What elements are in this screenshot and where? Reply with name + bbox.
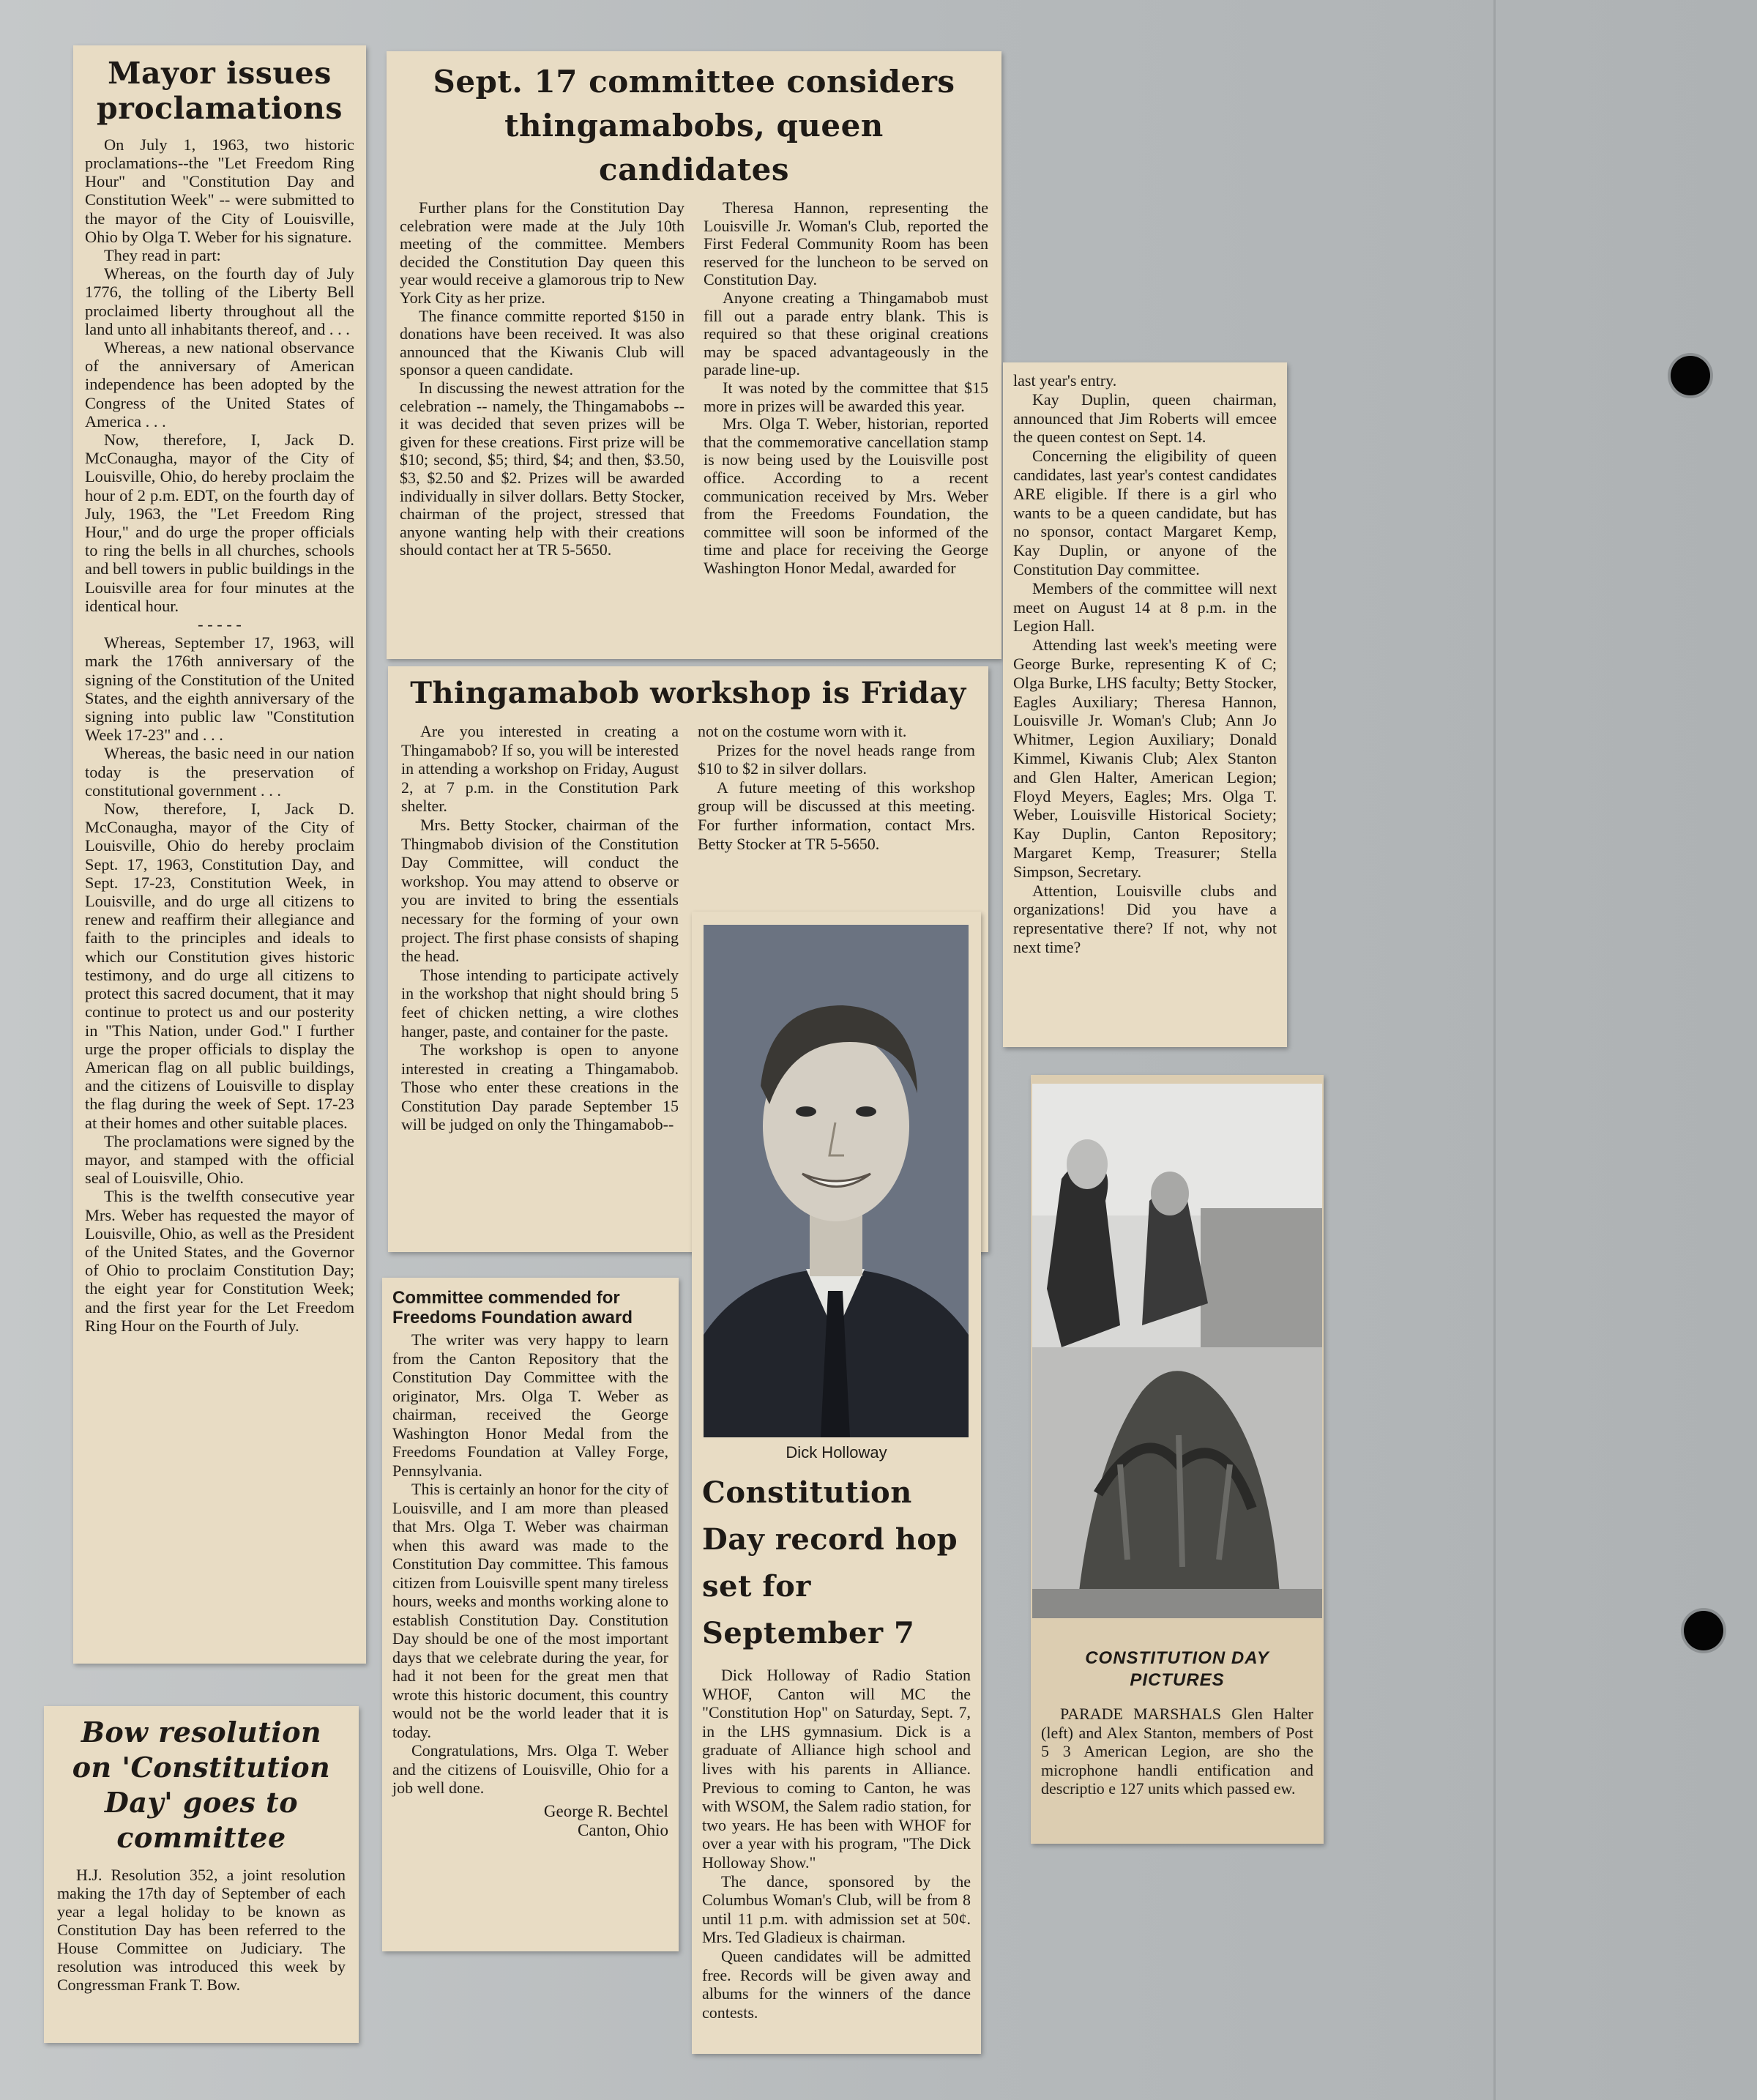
signature-place: Canton, Ohio [578, 1820, 668, 1839]
commended-body [392, 1330, 668, 1798]
workshop-paragraph: A future meeting of this workshop group will be discussed at this meeting. For further information, contact Mrs. Betty Stocker at TR 5-5650. [698, 778, 975, 853]
sept17-continued-paragraph: Attending last week's meeting were George Burke, representing K of C; Olga Burke, LHS faculty; Betty Stocker, Eagles Auxiliary; Theresa Hannon, Louisville Jr. Woman's Club; Ann Jo Whitmer, Legion Auxiliary; Donald Kimmel, Kiwanis Club; Alex Stanton and Glen Halter, American Legion; Floyd Meyers, Eagles; Mrs. Olga T. Weber, Louisville Historical Society; Kay Duplin, Canton Repository; Margaret Kemp, Treasurer; Stella Simpson, Secretary. [1013, 636, 1277, 881]
pictures-caption [1041, 1705, 1313, 1798]
bow-headline: Bow resolution on 'Constitution Day' goes to committee [72, 1716, 331, 1854]
hop-body [702, 1666, 971, 2022]
sept17-body [400, 199, 988, 577]
hop-article [702, 1470, 971, 2022]
sept17-continued-paragraph: Members of the committee will next meet on August 14 at 8 p.m. in the Legion Hall. [1013, 578, 1277, 636]
mayor-paragraph: Now, therefore, I, Jack D. McConaugha, mayor of the City of Louisville, Ohio, do hereby proclaim the hour of 2 p.m. EDT, on the fourth day of July, 1963, the "Let Freedom Ring Hour," and do urge the proper officials to ring the bells in all churches, schools and bell towers in public buildings in the Louisville area for four minutes at the identical hour. [85, 431, 354, 615]
sept17-paragraph: Mrs. Olga T. Weber, historian, reported that the commemorative cancellation stamp is now being used by the Louisville post office. According to a recent communication received by Mrs. Weber from the Freedoms Foundation, the committee will soon be informed of the time and place for receiving the George Washington Honor Medal, awarded for [704, 414, 988, 577]
mayor-paragraph: They read in part: [104, 245, 221, 264]
sept17-paragraph: Theresa Hannon, representing the Louisville Jr. Woman's Club, reported the First Federal Community Room has been reserved for the luncheon to be served on Constitution Day. [704, 198, 988, 289]
sept17-paragraph: It was noted by the committee that $15 more in prizes will be awarded this year. [704, 378, 988, 415]
binder-hole-bottom [1684, 1611, 1723, 1650]
mayor-paragraph: The proclamations were signed by the mayor, and stamped with the official seal of Louisville, Ohio. [85, 1131, 354, 1188]
commended-paragraph: This is certainly an honor for the city of Louisville, and I am more than pleased that Mrs. Olga T. Weber was chairman when this award was made to the Constitution Day committee. This famous citizen from Louisville spent many tireless hours, weeks and months working alone to establish Constitution Day. Constitution Day should be one of the most important days that we celebrate during the year, for had it not been for the great men that wrote this historic document, this country would not be the world leader that it is today. [392, 1480, 668, 1741]
bow-body [57, 1866, 346, 1994]
sept17-continued-paragraph: Kay Duplin, queen chairman, announced that Jim Roberts will emcee the queen contest on Sept. 14. [1013, 390, 1277, 447]
pictures-caption-text: PARADE MARSHALS Glen Halter (left) and Alex Stanton, members of Post 5 3 American Legion, are sho the microphone handli entification and descriptio e 127 units which passed ew. [1041, 1705, 1313, 1798]
sept17-paragraph: In discussing the newest attration for the celebration -- namely, the Thingamabobs -- it was decided that seven prizes will be given for these creations. First prize will be $10; second, $5; third, $4; and then, $3.50, $3, $2.50 and $2. Prizes will be awarded individually in silver dollars. Betty Stocker, chairman of the project, stressed that anyone wanting help with their creations should contact her at TR 5-5650. [400, 378, 684, 559]
pictures-title-line2: PICTURES [1130, 1670, 1225, 1690]
mayor-headline: Mayor issues proclamations [97, 56, 343, 127]
dick-holloway-photo [704, 925, 969, 1437]
commended-signature [392, 1802, 668, 1840]
sept17-continued-paragraph: Concerning the eligibility of queen candidates, last year's contest candidates ARE eligible. If there is a girl who wants to be a queen candidate, but has no sponsor, contact Margaret Kemp, Kay Duplin, or anyone of the Constitution Day committee. [1013, 447, 1277, 578]
mayor-paragraph: Now, therefore, I, Jack D. McConaugha, mayor of the City of Louisville, Ohio do hereby proclaim Sept. 17, 1963, Constitution Day, and Sept. 17-23, Constitution Week, in Louisville, and do urge all citizens to renew and reaffirm their allegiance and faith to the principles and ideals to which our Constitution gives historic testimony, and do urge all citizens to protect this sacred document, that it may continue to protect us and our posterity in "This Nation, under God." I further urge the proper officials to display the American flag on all public buildings, and the citizens of Louisville to display the flag during the week of Sept. 17-23 at their homes and other suitable places. [85, 800, 354, 1132]
hop-paragraph: The dance, sponsored by the Columbus Woman's Club, will be from 8 until 11 p.m. with admission set at 50¢. Mrs. Ted Gladieux is chairman. [702, 1872, 971, 1947]
parade-photo-illustration [1032, 1084, 1322, 1618]
clipping-sept17-continued [1003, 362, 1287, 1047]
sept17-continued-paragraph: Attention, Louisville clubs and organizations! Did you have a representative there? If not, why not next time? [1013, 881, 1277, 956]
clipping-committee-commended [382, 1278, 679, 1951]
sept17-column-2 [704, 199, 988, 577]
mayor-paragraph: Whereas, on the fourth day of July 1776, the tolling of the Liberty Bell proclaimed liberty throughout all the land unto all inhabitants thereof, and . . . [85, 264, 354, 338]
portrait-illustration [704, 925, 969, 1437]
page-edge [1493, 0, 1496, 2100]
clipping-sept17-committee [387, 51, 1001, 659]
mayor-paragraph: Whereas, the basic need in our nation today is the preservation of constitutional government . . . [85, 744, 354, 800]
commended-subhead: Committee commended for Freedoms Foundation award [392, 1288, 633, 1328]
workshop-paragraph: The workshop is open to anyone interested in creating a Thingamabob. Those who enter these creations in the Constitution Day parade September 15 will be judged on only the Thingamabob-- [401, 1040, 679, 1134]
pictures-title [1031, 1647, 1324, 1691]
hop-headline: Constitution Day record hop set for September 7 [702, 1475, 958, 1650]
binder-hole-top [1671, 356, 1710, 395]
sept17-headline: Sept. 17 committee considers thingamabobs, queen candidates [433, 64, 955, 187]
photo-caption: Dick Holloway [786, 1443, 887, 1462]
sept17-column-1 [400, 199, 684, 577]
pictures-title-line1: CONSTITUTION DAY [1085, 1648, 1269, 1668]
workshop-paragraph: Those intending to participate actively in the workshop that night should bring 5 feet of chicken netting, a wire clothes hanger, paste, and container for the paste. [401, 965, 679, 1040]
sept17-paragraph: Anyone creating a Thingamabob must fill out a parade entry blank. This is required so that these original creations may be spaced advantageously in the parade line-up. [704, 288, 988, 379]
mayor-paragraph: This is the twelfth consecutive year Mrs. Weber has requested the mayor of Louisville, Ohio, as well as the President of the United States, and the Governor of Ohio to proclaim Constitution Day; the eight year for Constitution Week; and the first year for the Let Freedom Ring Hour on the Fourth of July. [85, 1187, 354, 1335]
mayor-paragraph: Whereas, a new national observance of the anniversary of American independence has been adopted by the Congress of the United States of America . . . [85, 338, 354, 431]
sept17-paragraph: Further plans for the Constitution Day celebration were made at the July 10th meeting of the committee. Members decided the Constitution Day queen this year would receive a glamorous trip to New York City as her prize. [400, 198, 684, 307]
mayor-body [85, 135, 354, 1335]
clipping-constitution-day-pictures [1031, 1075, 1324, 1844]
sept17-paragraph: The finance committe reported $150 in donations have been received. It was also announced that the Kiwanis Club will sponsor a queen candidate. [400, 306, 684, 379]
workshop-paragraph: Prizes for the novel heads range from $10 to $2 in silver dollars. [698, 740, 975, 778]
workshop-paragraph: not on the costume worn with it. [698, 722, 907, 740]
commended-paragraph: Congratulations, Mrs. Olga T. Weber and the citizens of Louisville, Ohio for a job well done. [392, 1741, 668, 1797]
parade-marshals-photo [1032, 1084, 1322, 1618]
workshop-column-1 [401, 722, 679, 1134]
clipping-bow-resolution [44, 1706, 359, 2043]
clipping-mayor-proclamations [73, 45, 366, 1664]
workshop-paragraph: Are you interested in creating a Thingamabob? If so, you will be interested in attending a workshop on Friday, August 2, at 7 p.m. in the Constitution Park shelter. [401, 722, 679, 816]
mayor-paragraph: Whereas, September 17, 1963, will mark the 176th anniversary of the signing of the Constitution of the United States, and the eighth anniversary of the signing into public law "Constitution Week 17-23" and . . . [85, 633, 354, 745]
signature-name: George R. Bechtel [543, 1801, 668, 1820]
bow-paragraph: H.J. Resolution 352, a joint resolution making the 17th day of September of each year a legal holiday to be known as Constitution Day has been referred to the House Committee on Judiciary. The resolution was introduced this week by Congressman Frank T. Bow. [57, 1866, 346, 1994]
sept17-continued-body [1013, 371, 1277, 957]
clipping-record-hop [692, 912, 981, 2054]
hop-paragraph: Queen candidates will be admitted free. Records will be given away and albums for the winners of the dance contests. [702, 1946, 971, 2022]
hop-paragraph: Dick Holloway of Radio Station WHOF, Canton will MC the "Constitution Hop" on Saturday, Sept. 7, in the LHS gymnasium. Dick is a graduate of Alliance high school and lives with his parents in Alliance. Previous to coming to Canton, he was with WSOM, the Salem radio station, for two years. He has been with WHOF for over a year with his program, "The Dick Holloway Show." [702, 1666, 971, 1872]
mayor-separator: - - - - - [198, 615, 242, 634]
commended-paragraph: The writer was very happy to learn from the Canton Repository that the Constitution Day Committee with the originator, Mrs. Olga T. Weber as chairman, received the George Washington Honor Medal from the Freedoms Foundation at Valley Forge, Pennsylvania. [392, 1330, 668, 1480]
workshop-headline: Thingamabob workshop is Friday [410, 676, 966, 710]
mayor-paragraph: On July 1, 1963, two historic proclamations--the "Let Freedom Ring Hour" and "Constitution Day and Constitution Week" -- were submitted to the mayor of the City of Louisville, Ohio by Olga T. Weber for his signature. [85, 135, 354, 246]
sept17-continued-paragraph: last year's entry. [1013, 371, 1117, 390]
workshop-paragraph: Mrs. Betty Stocker, chairman of the Thingmabob division of the Constitution Day Committee, will conduct the workshop. You may attend to observe or you are invited to bring the essentials necessary for the forming of your own project. The first phase consists of shaping the head. [401, 815, 679, 966]
